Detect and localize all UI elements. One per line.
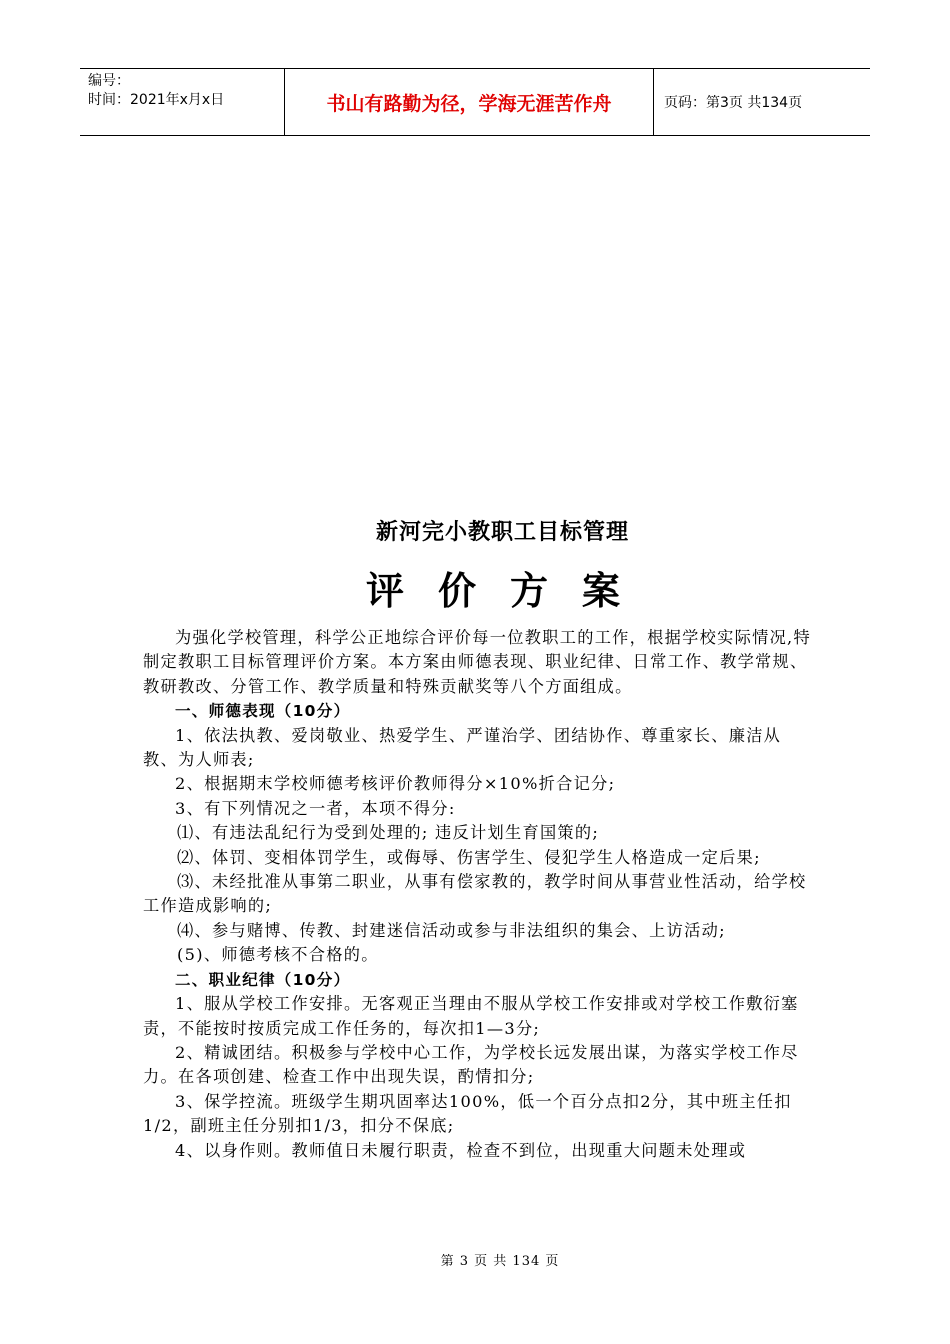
paragraph: 4、以身作则。教师值日未履行职责，检查不到位，出现重大问题未处理或 — [175, 1140, 747, 1160]
header-table — [80, 68, 870, 136]
paragraph: 1、服从学校工作安排。无客观正当理由不服从学校工作安排或对学校工作敷衍塞责，不能按时按质完成工作任务的，每次扣1—3分; — [143, 994, 799, 1038]
paragraph: ⑴、有违法乱纪行为受到处理的; 违反计划生育国策的; — [177, 823, 600, 843]
paragraph: ⑵、体罚、变相体罚学生，或侮辱、伤害学生、侵犯学生人格造成一定后果; — [177, 847, 761, 867]
document-subtitle: 评价方案 — [365, 568, 654, 613]
paragraph: 3、有下列情况之一者，本项不得分: — [175, 798, 456, 818]
document-id-label: 编号： — [88, 73, 130, 89]
paragraph: ⑶、未经批准从事第二职业，从事有偿家教的，教学时间从事营业性活动，给学校工作造成影响的; — [143, 872, 807, 916]
page-footer: 第 3 页 共 134 页 — [440, 1254, 560, 1269]
document-body — [143, 626, 813, 1163]
paragraph: 1、依法执教、爱岗敬业、热爱学生、严谨治学、团结协作、尊重家长、廉洁从教、为人师表; — [143, 725, 782, 770]
header-meta-cell — [80, 69, 284, 135]
header-motto: 书山有路勤为径，学海无涯苦作舟 — [284, 69, 654, 135]
header-page-info: 页码：第3页 共134页 — [664, 95, 803, 111]
document-date: 时间：2021年x月x日 — [88, 92, 225, 108]
section-heading: 二、职业纪律（10分） — [175, 970, 351, 989]
paragraph: 2、根据期末学校师德考核评价教师得分×10%折合记分; — [175, 774, 616, 794]
section-heading: 一、师德表现（10分） — [175, 702, 351, 721]
intro-paragraph: 为强化学校管理，科学公正地综合评价每一位教职工的工作，根据学校实际情况,特制定教职工目标管理评价方案。本方案由师德表现、职业纪律、日常工作、教学常规、教研教改、分管工作、教学质量和特殊贡献奖等八个方面组成。 — [143, 628, 811, 696]
paragraph: 3、保学控流。班级学生期巩固率达100%，低一个百分点扣2分，其中班主任扣1/2，副班主任分别扣1/3，扣分不保底; — [143, 1091, 792, 1136]
paragraph: (5)、师德考核不合格的。 — [177, 945, 379, 965]
paragraph: 2、精诚团结。积极参与学校中心工作，为学校长远发展出谋，为落实学校工作尽力。在各项创建、检查工作中出现失误，酌情扣分; — [143, 1042, 799, 1087]
paragraph: ⑷、参与赌博、传教、封建迷信活动或参与非法组织的集会、上访活动; — [177, 920, 726, 940]
document-title: 新河完小教职工目标管理 — [375, 519, 629, 545]
